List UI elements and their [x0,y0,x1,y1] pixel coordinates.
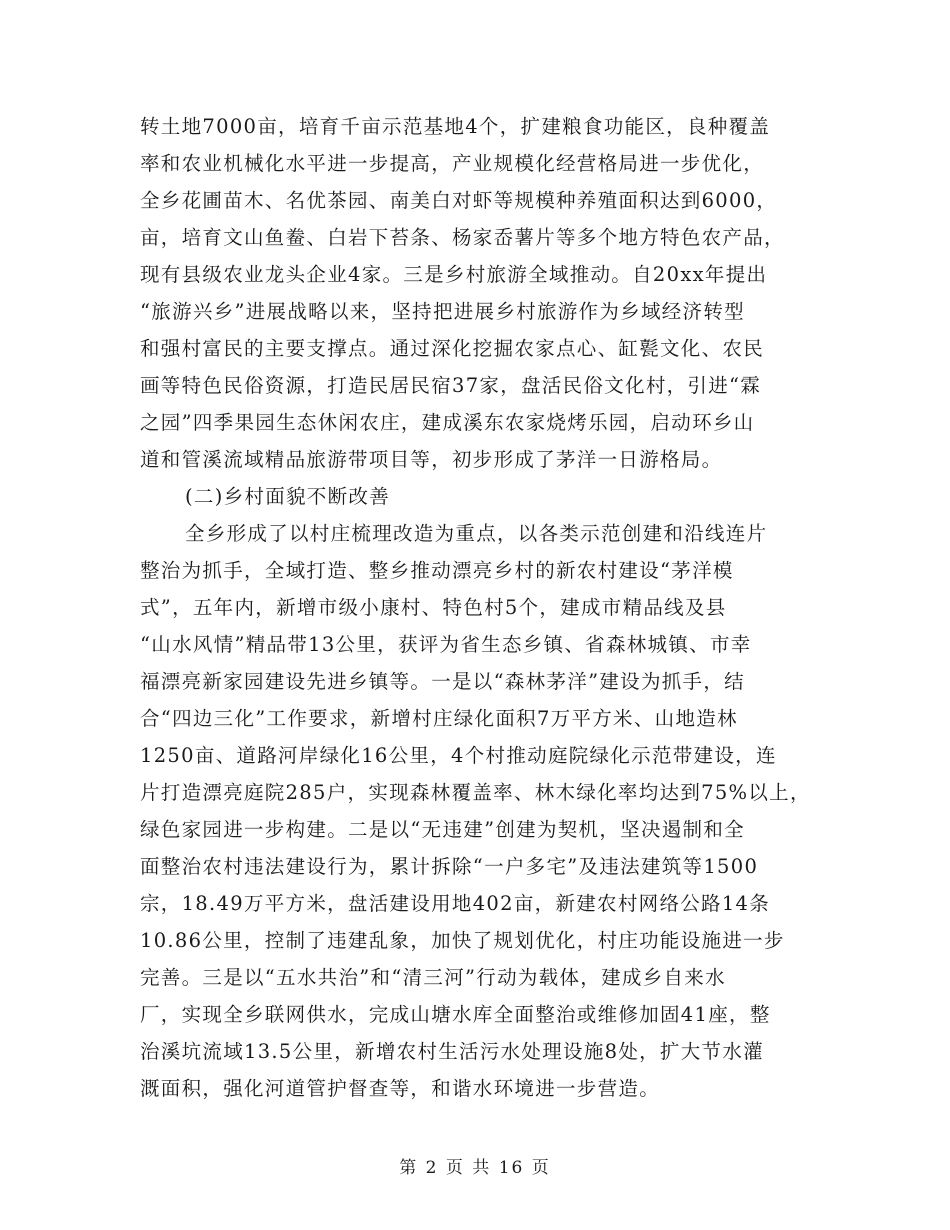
text-line: 面整治农村违法建设行为，累计拆除“一户多宅”及违法建筑等1500 [140,855,759,878]
text-line: 宗，18.49万平方米，盘活建设用地402亩，新建农村网络公路14条 [140,892,771,915]
document-body [140,108,830,1107]
text-line: 1250亩、道路河岸绿化16公里，4个村推动庭院绿化示范带建设，连 [140,744,777,767]
text-line: 福漂亮新家园建设先进乡镇等。一是以“森林茅洋”建设为抓手，结 [140,670,745,693]
text-line: 片打造漂亮庭院285户，实现森林覆盖率、林木绿化率均达到75%以上， [140,781,811,804]
page-number-footer: 第 2 页 共 16 页 [399,1158,551,1178]
text-line: 完善。三是以“五水共治”和“清三河”行动为载体，建成乡自来水 [140,966,726,989]
text-line: 合“四边三化”工作要求，新增村庄绿化面积7万平方米、山地造林 [140,707,738,730]
text-line: 全乡形成了以村庄梳理改造为重点，以各类示范创建和沿线连片 [140,522,768,545]
text-line: “旅游兴乡”进展战略以来，坚持把进展乡村旅游作为乡域经济转型 [140,300,745,323]
text-line: 转土地7000亩，培育千亩示范基地4个，扩建粮食功能区，良种覆盖 [140,115,771,138]
text-line: 绿色家园进一步构建。二是以“无违建”创建为契机，坚决遏制和全 [140,818,745,841]
text-line: 式”，五年内，新增市级小康村、特色村5个，建成市精品线及县 [140,596,727,619]
text-line: 治溪坑流域13.5公里，新增农村生活污水处理设施8处，扩大节水灌 [140,1040,764,1063]
text-line: 现有县级农业龙头企业4家。三是乡村旅游全域推动。自20xx年提出 [140,263,768,286]
text-line: 画等特色民俗资源，打造民居民宿37家，盘活民俗文化村，引进“霖 [140,374,762,397]
text-line: 亩，培育文山鱼鲞、白岩下苔条、杨家岙薯片等多个地方特色农产品， [140,226,785,249]
text-line: 率和农业机械化水平进一步提高，产业规模化经营格局进一步优化， [140,152,765,175]
text-line: 整治为抓手，全域打造、整乡推动漂亮乡村的新农村建设“茅洋模 [140,559,734,582]
text-line: “山水风情”精品带13公里，获评为省生态乡镇、省森林城镇、市幸 [140,633,752,656]
text-line: 道和管溪流域精品旅游带项目等，初步形成了茅洋一日游格局。 [140,448,723,471]
section-heading: (二)乡村面貌不断改善 [140,485,391,508]
text-line: 和强村富民的主要支撑点。通过深化挖掘农家点心、缸甏文化、农民 [140,337,765,360]
text-line: 10.86公里，控制了违建乱象，加快了规划优化，村庄功能设施进一步 [140,929,785,952]
text-line: 溉面积，强化河道管护督查等，和谐水环境进一步营造。 [140,1077,661,1100]
text-line: 之园”四季果园生态休闲农庄，建成溪东农家烧烤乐园，启动环乡山 [140,411,755,434]
text-line: 厂，实现全乡联网供水，完成山塘水库全面整治或维修加固41座，整 [140,1003,771,1026]
text-line: 全乡花圃苗木、名优茶园、南美白对虾等规模种养殖面积达到6000， [140,189,778,212]
